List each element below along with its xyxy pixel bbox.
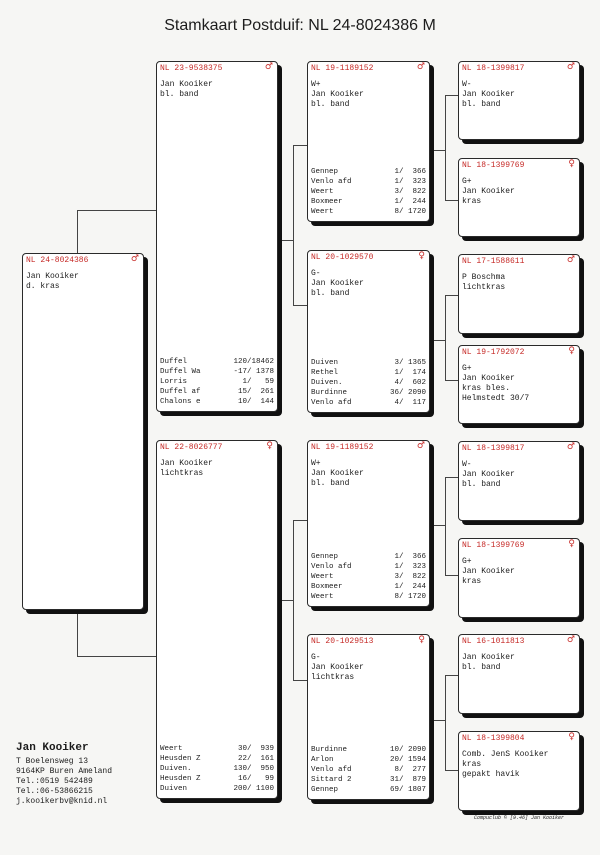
result-row [160,387,274,397]
result-row [311,755,426,765]
ring-number: NL 22-8026777 [160,443,223,452]
result-row [311,187,426,197]
footer-credit: Compuclub © [9.46] Jan Kooiker [474,815,565,821]
pigeon-card-subject[interactable] [22,253,144,610]
detail-line: bl. band [462,100,501,109]
ring-number: NL 18-1399769 [462,541,525,550]
race-placing: 3/ 1365 [394,359,426,367]
detail-line: G- [311,269,321,278]
sex-icon: ♂ [130,254,139,264]
connector-line [293,305,308,306]
detail-line: P Boschma [462,273,506,282]
result-row [311,358,426,368]
sex-icon: ♂ [416,62,425,72]
result-row [160,397,274,407]
race-results [311,745,426,795]
connector-line [293,520,294,680]
race-results [160,744,274,794]
race-name: Gennep [311,553,339,561]
connector-line [445,675,458,676]
sex-icon: ♀ [568,732,575,742]
detail-line: Jan Kooiker [462,374,515,383]
race-placing: 1/ 244 [394,583,426,591]
pigeon-details [462,557,576,587]
pigeon-card-ff[interactable] [307,61,430,222]
result-row [311,368,426,378]
detail-line: W- [462,80,472,89]
connector-line [77,656,157,657]
race-name: Burdinne [311,746,348,754]
race-name: Weert [311,208,334,216]
race-placing: 3/ 822 [394,188,426,196]
connector-line [445,575,458,576]
race-name: Chalons e [160,398,201,406]
pigeon-card-fff[interactable] [458,61,580,140]
race-name: Sittard 2 [311,776,352,784]
breeder-line: T Boelensweg 13 [16,757,89,766]
detail-line: Jan Kooiker [462,90,515,99]
detail-line: kras [462,577,482,586]
ring-number: NL 17-1588611 [462,257,525,266]
pigeon-card-mff[interactable] [458,441,580,521]
detail-line: Jan Kooiker [311,279,364,288]
detail-line: gepakt havik [462,770,520,779]
connector-line [430,150,445,151]
detail-line: W+ [311,459,321,468]
connector-line [445,477,458,478]
connector-line [293,680,308,681]
connector-line [445,675,446,770]
sex-icon: ♀ [266,441,273,451]
pigeon-card-mfm[interactable] [458,538,580,618]
race-placing: 200/ 1100 [233,785,274,793]
ring-number: NL 20-1029513 [311,637,374,646]
sex-icon: ♀ [568,539,575,549]
ring-number: NL 18-1399817 [462,64,525,73]
race-placing: 1/ 366 [394,168,426,176]
detail-line: kras [462,760,482,769]
race-name: Lorris [160,378,188,386]
connector-line [430,340,445,341]
race-placing: 4/ 117 [394,399,426,407]
breeder-line: Tel.:0519 542489 [16,777,93,786]
pigeon-card-fm[interactable] [307,250,430,413]
race-name: Weert [311,188,334,196]
result-row [311,572,426,582]
race-placing: 120/18462 [233,358,274,366]
connector-line [77,210,157,211]
pigeon-card-mm[interactable] [307,634,430,800]
race-placing: 20/ 1594 [389,756,426,764]
race-placing: 16/ 99 [237,775,274,783]
detail-line: W- [462,460,472,469]
race-placing: 8/ 1720 [394,593,426,601]
race-placing: 15/ 261 [237,388,274,396]
result-row [311,562,426,572]
detail-line: Jan Kooiker [26,272,79,281]
ring-number: NL 23-9538375 [160,64,223,73]
breeder-line: Tel.:06-53866215 [16,787,93,796]
pigeon-card-mmm[interactable] [458,731,580,811]
race-name: Boxmeer [311,583,343,591]
race-placing: 31/ 879 [389,776,426,784]
detail-line: d. kras [26,282,60,291]
ring-number: NL 16-1011813 [462,637,525,646]
detail-line: Jan Kooiker [462,470,515,479]
race-results [311,358,426,408]
race-placing: 1/ 323 [394,563,426,571]
race-name: Burdinne [311,389,348,397]
detail-line: Helmstedt 30/7 [462,394,530,403]
result-row [160,367,274,377]
detail-line: kras bles. [462,384,511,393]
detail-line: Comb. JenS Kooiker [462,750,549,759]
race-placing: 1/ 59 [242,378,274,386]
detail-line: bl. band [462,663,501,672]
race-placing: 1/ 323 [394,178,426,186]
race-name: Boxmeer [311,198,343,206]
pigeon-details [160,80,274,100]
race-placing: 1/ 244 [394,198,426,206]
race-placing: 1/ 366 [394,553,426,561]
sex-icon: ♂ [566,442,575,452]
detail-line: Jan Kooiker [462,187,515,196]
detail-line: Jan Kooiker [160,80,213,89]
detail-line: lichtkras [311,673,355,682]
race-name: Arlon [311,756,334,764]
breeder-email[interactable]: j.kooikerbv@knid.nl [16,797,108,806]
race-name: Weert [311,593,334,601]
race-results [311,552,426,602]
pigeon-details [160,459,274,479]
ring-number: NL 19-1189152 [311,443,374,452]
pigeon-card-mf[interactable] [307,440,430,607]
race-name: Venlo afd [311,178,352,186]
race-name: Venlo afd [311,766,352,774]
connector-line [445,95,458,96]
race-placing: 3/ 822 [394,573,426,581]
sex-icon: ♀ [568,159,575,169]
ring-number: NL 19-1189152 [311,64,374,73]
pigeon-card-father[interactable] [156,61,278,412]
sex-icon: ♀ [568,346,575,356]
race-name: Duffel af [160,388,201,396]
race-placing: 130/ 950 [233,765,274,773]
pigeon-card-mother[interactable] [156,440,278,799]
result-row [160,377,274,387]
pigeon-details [462,177,576,207]
ring-number: NL 18-1399769 [462,161,525,170]
connector-line [445,295,446,380]
connector-line [77,612,78,656]
race-placing: 10/ 144 [237,398,274,406]
result-row [311,177,426,187]
sex-icon: ♀ [418,251,425,261]
race-results [160,357,274,407]
pigeon-details [311,653,426,683]
race-name: Venlo afd [311,399,352,407]
race-placing: -17/ 1378 [233,368,274,376]
connector-line [77,210,78,254]
detail-line: G- [311,653,321,662]
connector-line [430,720,445,721]
race-name: Duiven. [160,765,192,773]
result-row [311,378,426,388]
detail-line: kras [462,197,482,206]
detail-line: G+ [462,177,472,186]
race-name: Duiven. [311,379,343,387]
detail-line: Jan Kooiker [311,469,364,478]
detail-line: bl. band [462,480,501,489]
breeder-line: 9164KP Buren Ameland [16,767,113,776]
race-name: Heusden Z [160,755,201,763]
result-row [160,784,274,794]
pigeon-details [26,272,140,292]
result-row [311,765,426,775]
connector-line [445,95,446,200]
result-row [311,775,426,785]
ring-number: NL 18-1399804 [462,734,525,743]
result-row [311,398,426,408]
result-row [311,197,426,207]
detail-line: Jan Kooiker [462,567,515,576]
pigeon-details [462,80,576,110]
ring-number: NL 18-1399817 [462,444,525,453]
connector-line [293,145,294,305]
pigeon-details [462,364,576,404]
result-row [160,744,274,754]
race-placing: 8/ 277 [394,766,426,774]
detail-line: lichtkras [462,283,506,292]
connector-line [293,145,308,146]
result-row [160,357,274,367]
race-name: Duiven [311,359,339,367]
race-placing: 8/ 1720 [394,208,426,216]
sex-icon: ♀ [418,635,425,645]
pigeon-details [311,80,426,110]
result-row [160,764,274,774]
pigeon-details [462,750,576,780]
pigeon-details [311,459,426,489]
race-name: Duiven [160,785,188,793]
detail-line: Jan Kooiker [462,653,515,662]
breeder-name: Jan Kooiker [16,742,89,754]
pigeon-card-mmf[interactable] [458,634,580,714]
race-name: Gennep [311,786,339,794]
pigeon-details [462,653,576,673]
sex-icon: ♂ [416,441,425,451]
result-row [160,754,274,764]
detail-line: W+ [311,80,321,89]
sex-icon: ♂ [264,62,273,72]
race-name: Gennep [311,168,339,176]
ring-number: NL 24-8024386 [26,256,89,265]
pigeon-details [462,273,576,293]
race-placing: 69/ 1807 [389,786,426,794]
detail-line: Jan Kooiker [160,459,213,468]
ring-number: NL 20-1029570 [311,253,374,262]
page-title: Stamkaart Postduif: NL 24-8024386 M [164,17,436,34]
connector-line [445,477,446,575]
sex-icon: ♂ [566,62,575,72]
pigeon-details [311,269,426,299]
race-placing: 36/ 2090 [389,389,426,397]
connector-line [445,380,458,381]
race-placing: 4/ 602 [394,379,426,387]
detail-line: Jan Kooiker [311,90,364,99]
race-name: Weert [160,745,183,753]
connector-line [430,525,445,526]
detail-line: lichtkras [160,469,204,478]
race-name: Weert [311,573,334,581]
pigeon-card-fmm[interactable] [458,345,580,424]
detail-line: Jan Kooiker [311,663,364,672]
result-row [311,592,426,602]
detail-line: G+ [462,557,472,566]
race-name: Venlo afd [311,563,352,571]
detail-line: bl. band [160,90,199,99]
result-row [311,388,426,398]
connector-line [445,200,458,201]
pigeon-card-fmf[interactable] [458,254,580,334]
race-results [311,167,426,217]
race-name: Duffel [160,358,188,366]
detail-line: G+ [462,364,472,373]
result-row [160,774,274,784]
race-name: Rethel [311,369,339,377]
race-name: Duffel Wa [160,368,201,376]
race-placing: 1/ 174 [394,369,426,377]
race-placing: 30/ 939 [237,745,274,753]
detail-line: bl. band [311,100,350,109]
connector-line [445,295,458,296]
result-row [311,785,426,795]
result-row [311,207,426,217]
detail-line: bl. band [311,479,350,488]
race-name: Heusden Z [160,775,201,783]
race-placing: 10/ 2090 [389,746,426,754]
result-row [311,745,426,755]
race-placing: 22/ 161 [237,755,274,763]
result-row [311,552,426,562]
sex-icon: ♂ [566,255,575,265]
result-row [311,167,426,177]
connector-line [445,770,458,771]
breeder-info [16,741,112,807]
connector-line [293,520,308,521]
pigeon-details [462,460,576,490]
sex-icon: ♂ [566,635,575,645]
detail-line: bl. band [311,289,350,298]
ring-number: NL 19-1792072 [462,348,525,357]
pigeon-card-ffm[interactable] [458,158,580,237]
result-row [311,582,426,592]
connector-line [278,240,293,241]
connector-line [278,600,293,601]
